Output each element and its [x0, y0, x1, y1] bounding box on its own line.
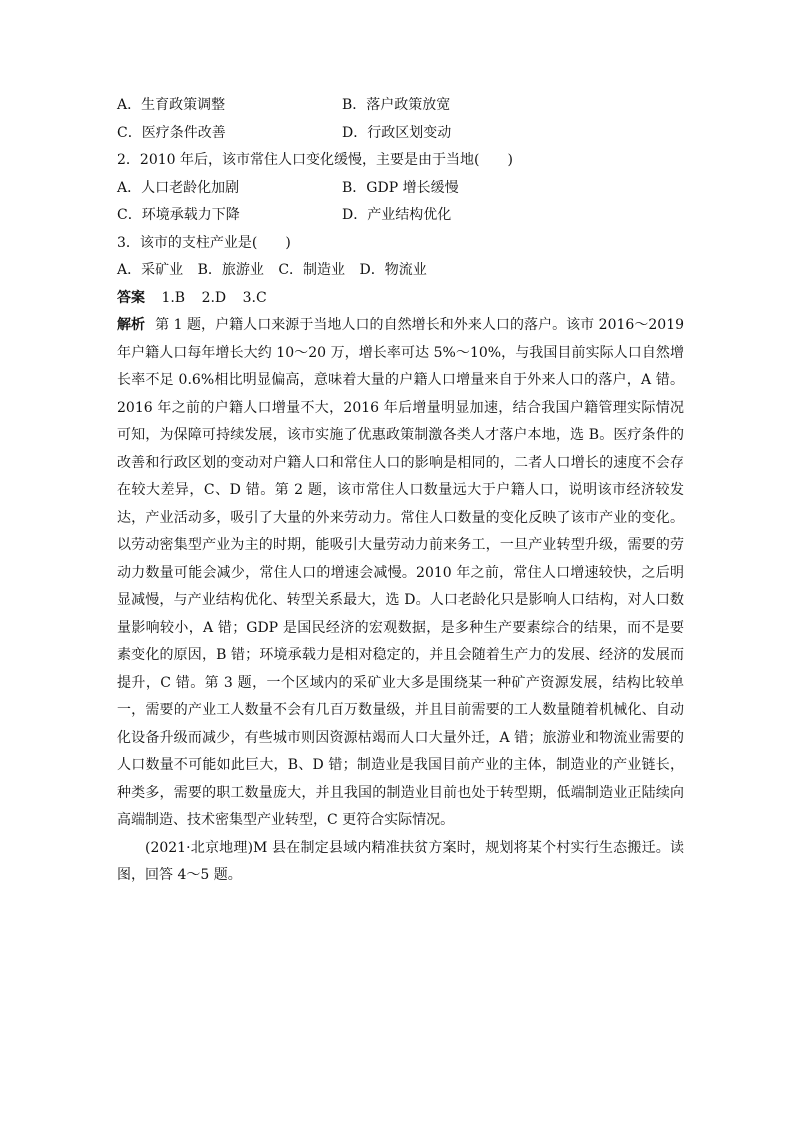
q3-stem: 3．该市的支柱产业是( ) — [117, 234, 291, 251]
q1-option-c: C．医疗条件改善 — [117, 124, 226, 141]
q2-option-c: C．环境承载力下降 — [117, 207, 240, 223]
q3-option-d: D．物流业 — [359, 262, 427, 278]
q2-option-b: B．GDP 增长缓慢 — [342, 179, 459, 196]
analysis-label: 解析 — [117, 317, 146, 333]
document-page — [117, 92, 684, 890]
q3-option-c: C．制造业 — [278, 262, 346, 278]
answer-item-3: 3.C — [242, 289, 267, 306]
answer-label: 答案 — [117, 289, 145, 306]
answer-line — [117, 285, 684, 313]
q1-option-a: A．生育政策调整 — [117, 97, 226, 113]
analysis-text: 第 1 题，户籍人口来源于当地人口的自然增长和外来人口的落户。该市 2016～2019 年户籍人口每年增长大约 10～20 万，增长率可达 5%～10%，与我国目前实际人口自然增长率不足 0.6%相比明显偏高，意味着大量的户籍人口增量来自于外来人口的落户，A 错。2016 年之前的户籍人口增量不大，2016 年后增量明显加速，结合我国户籍管理实际情况可知，为保障可持续发展，该市实施了优惠政策制激各类人才落户本地，选 B。医疗条件的改善和行政区划的变动对户籍人口和常住人口的影响是相同的，二者人口增长的速度不会存在较大差异，C、D 错。第 2 题，该市常住人口数量远大于户籍人口，说明该市经济较发达，产业活动多，吸引了大量的外来劳动力。常住人口数量的变化反映了该市产业的变化。以劳动密集型产业为主的时期，能吸引大量劳动力前来务工，一旦产业转型升级，需要的劳动力数量可能会减少，常住人口的增速会减慢。2010 年之前，常住人口增速较快，之后明显减慢，与产业结构优化、转型关系最大，选 D。人口老龄化只是影响人口结构，对人口数量影响较小，A 错；GDP 是国民经济的宏观数据，是多种生产要素综合的结果，而不是要素变化的原因，B 错；环境承载力是相对稳定的，并且会随着生产力的发展、经济的发展而提升，C 错。第 3 题，一个区域内的采矿业大多是围绕某一种矿产资源发展，结构比较单一，需要的产业工人数量不会有几百万数量级，并且目前需要的工人数量随着机械化、自动化设备升级而减少，有些城市则因资源枯竭而人口大量外迁，A 错；旅游业和物流业需要的人口数量不可能如此巨大，B、D 错；制造业是我国目前产业的主体，制造业的产业链长，种类多，需要的职工数量庞大，并且我国的制造业目前也处于转型期，低端制造业正陆续向高端制造、技术密集型产业转型，C 更符合实际情况。 — [117, 317, 685, 828]
q1-options-row-1 — [117, 92, 684, 120]
q2-option-a: A．人口老龄化加剧 — [117, 179, 240, 196]
q1-option-d: D．行政区划变动 — [342, 124, 452, 141]
q3-options — [117, 257, 684, 285]
q3-option-b: B．旅游业 — [197, 262, 264, 278]
answer-item-1: 1.B — [161, 289, 186, 306]
q1-option-b: B．落户政策放宽 — [342, 97, 451, 113]
q2-stem: 2．2010 年后，该市常住人口变化缓慢，主要是由于当地( ) — [117, 152, 513, 168]
q2-options-row-2 — [117, 202, 684, 230]
q2-option-d: D．产业结构优化 — [342, 207, 452, 223]
analysis-paragraph — [117, 312, 684, 835]
answer-item-2: 2.D — [201, 289, 227, 306]
q3-option-a: A．采矿业 — [117, 262, 184, 278]
next-question-intro: (2021·北京地理)M 县在制定县域内精准扶贫方案时，规划将某个村实行生态搬迁。读图，回答 4～5 题。 — [117, 839, 684, 883]
q1-options-row-2 — [117, 120, 684, 148]
q2-options-row-1 — [117, 175, 684, 203]
